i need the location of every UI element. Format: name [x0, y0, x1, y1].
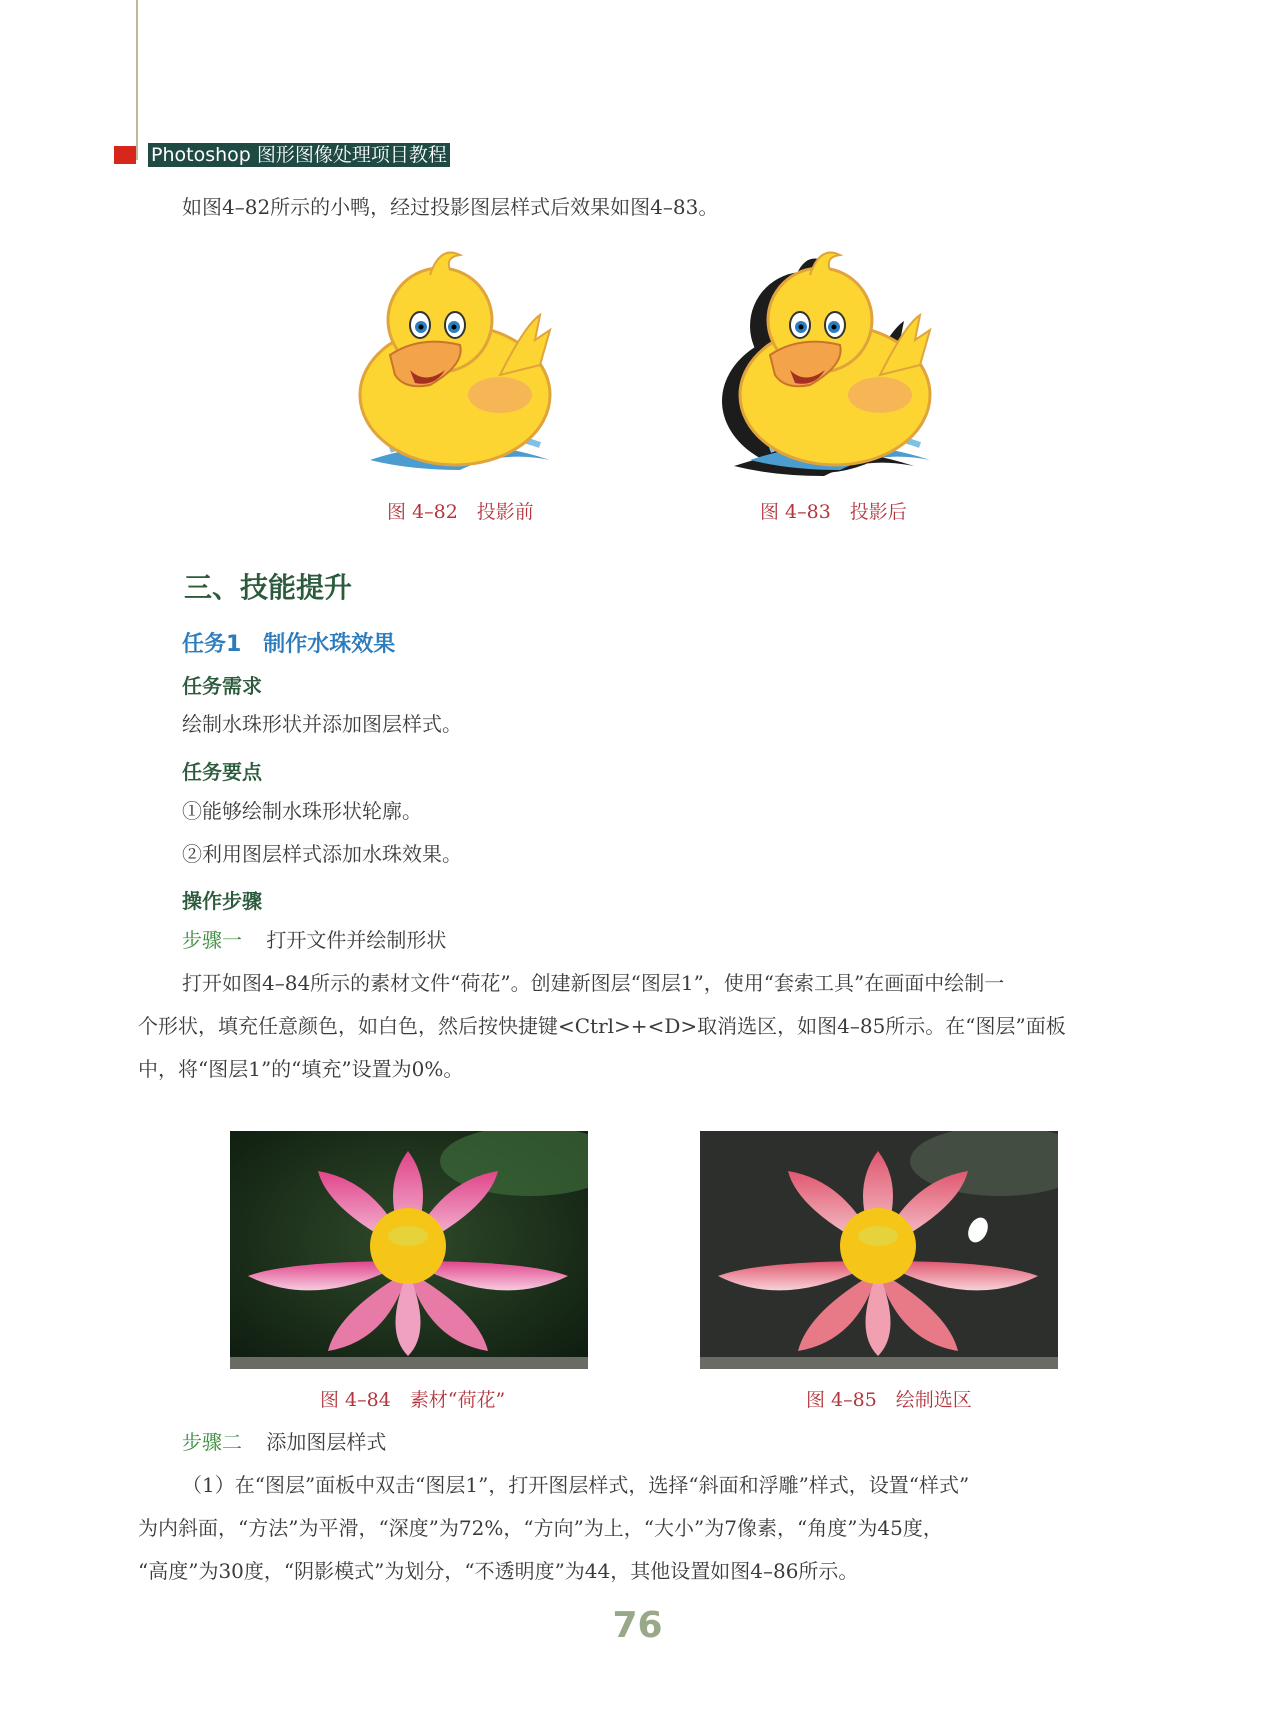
task-need-heading: 任务需求 — [182, 674, 262, 698]
task-points-heading: 任务要点 — [182, 760, 262, 784]
step-1-title: 打开文件并绘制形状 — [266, 928, 447, 952]
step-2-title: 添加图层样式 — [266, 1430, 387, 1454]
step-2-line-1: （1）在“图层”面板中双击“图层1”，打开图层样式，选择“斜面和浮雕”样式，设置“样式” — [182, 1473, 970, 1497]
step-1-line-2: 个形状，填充任意颜色，如白色，然后按快捷键<Ctrl>+<D>取消选区，如图4–85所示。在“图层”面板 — [138, 1014, 1066, 1038]
intro-text: 如图4–82所示的小鸭，经过投影图层样式后效果如图4–83。 — [182, 195, 719, 219]
figure-caption-4-85: 图 4–85 绘制选区 — [806, 1389, 972, 1411]
step-1-heading — [182, 919, 446, 962]
step-2-label: 步骤二 — [182, 1430, 242, 1454]
task-steps-heading: 操作步骤 — [182, 889, 262, 913]
step-2-line-2: 为内斜面，“方法”为平滑，“深度”为72%，“方向”为上，“大小”为7像素，“角度”为45度， — [138, 1516, 943, 1540]
figure-caption-4-84: 图 4–84 素材“荷花” — [320, 1389, 506, 1411]
step-2-heading — [182, 1421, 386, 1464]
figure-caption-4-82: 图 4–82 投影前 — [387, 501, 534, 523]
header-marker — [114, 146, 136, 164]
step-1-line-1: 打开如图4–84所示的素材文件“荷花”。创建新图层“图层1”，使用“套索工具”在画面中绘制一 — [182, 971, 1005, 995]
section-title: 三、技能提升 — [184, 571, 353, 604]
task-need-text: 绘制水珠形状并添加图层样式。 — [182, 712, 462, 736]
step-1-label: 步骤一 — [182, 928, 242, 952]
step-2-line-3: “高度”为30度，“阴影模式”为划分，“不透明度”为44，其他设置如图4–86所示。 — [138, 1559, 859, 1583]
page-number: 76 — [612, 1605, 663, 1646]
task-point-1: ①能够绘制水珠形状轮廓。 — [182, 799, 422, 823]
task-point-2: ②利用图层样式添加水珠效果。 — [182, 842, 462, 866]
figure-caption-4-83: 图 4–83 投影后 — [760, 501, 907, 523]
book-title: Photoshop 图形图像处理项目教程 — [148, 143, 450, 167]
task-title: 任务1 制作水珠效果 — [182, 632, 396, 657]
lotus-source-image — [230, 1131, 588, 1369]
margin-rule — [136, 0, 138, 160]
duck-before-image — [350, 245, 570, 485]
lotus-selection-image — [700, 1131, 1058, 1369]
step-1-line-3: 中，将“图层1”的“填充”设置为0%。 — [138, 1057, 464, 1081]
duck-after-image — [722, 245, 952, 485]
